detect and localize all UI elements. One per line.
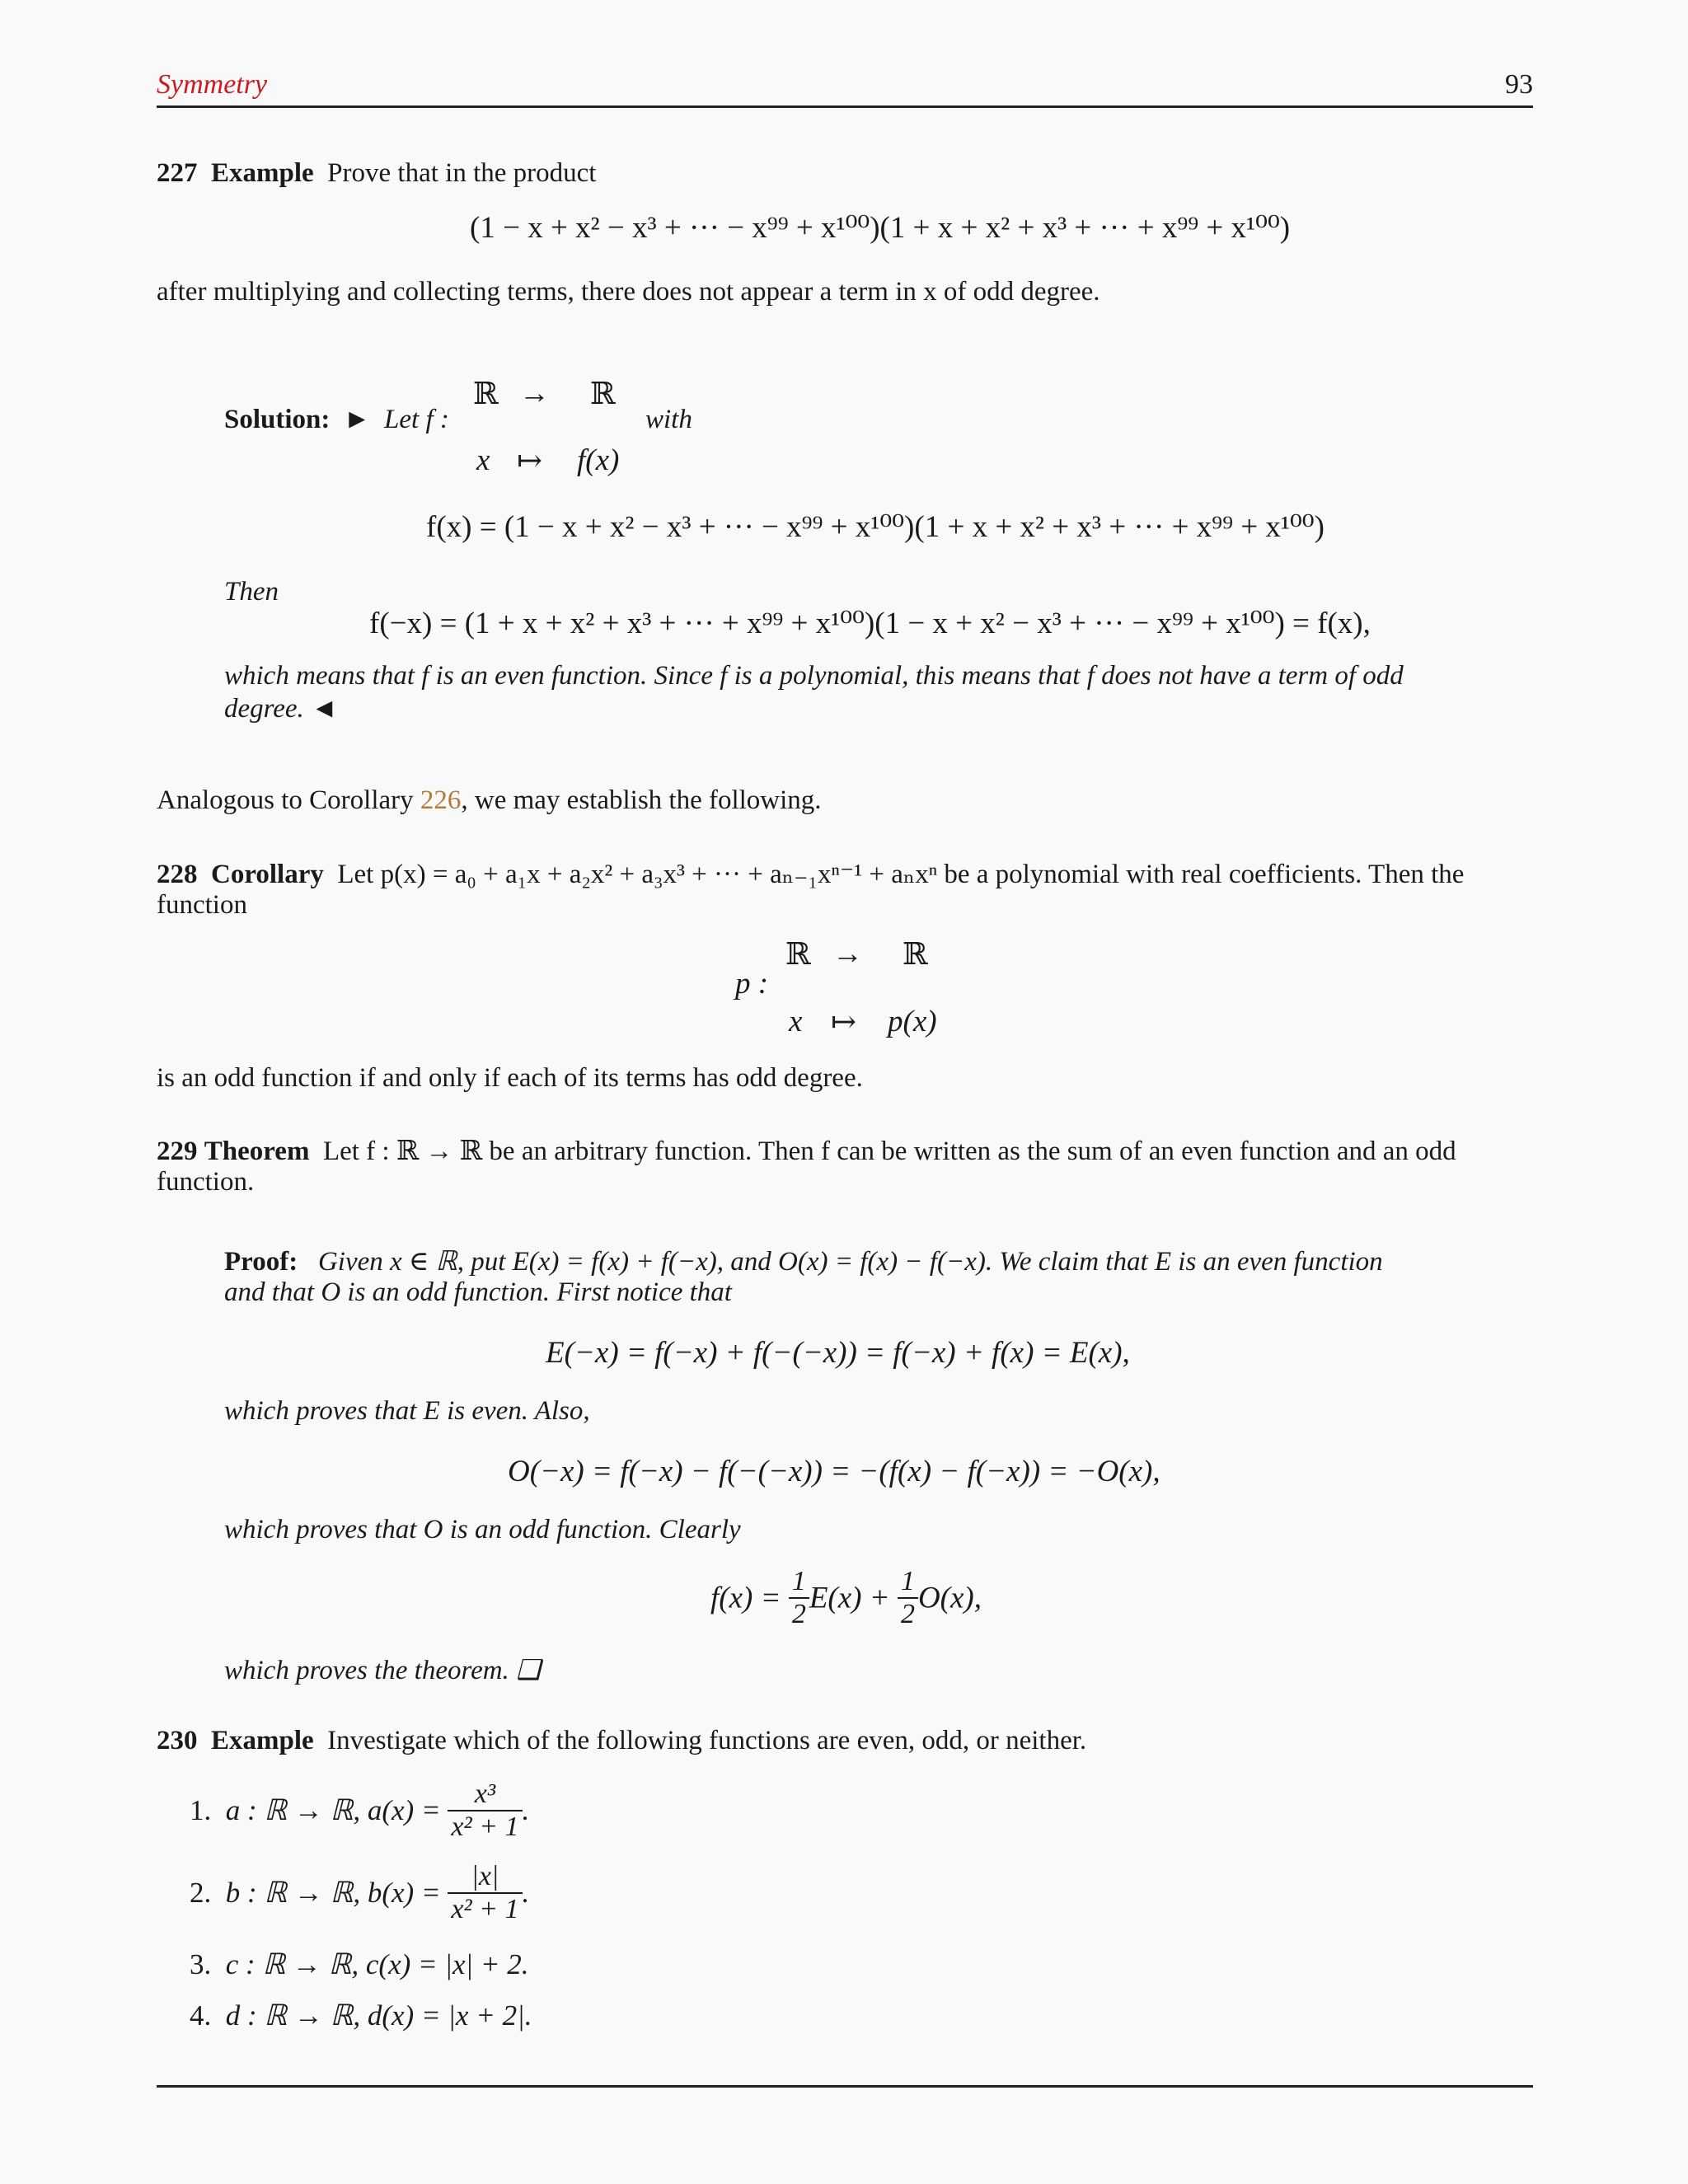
final-lhs: f(x) =	[710, 1581, 781, 1615]
final-decomposition	[710, 1566, 982, 1630]
item-1-fraction	[448, 1779, 522, 1843]
proof-label: Proof:	[224, 1247, 298, 1277]
definition-fx: f(x) = (1 − x + x² − x³ + ··· − x⁹⁹ + x¹⁰⁰)(1 + x + x² + x³ + ··· + x⁹⁹ + x¹⁰⁰)	[426, 510, 1325, 544]
header-rule	[157, 105, 1533, 108]
solution-conclusion-1: which means that f is an even function. Since f is a polynomial, this means that f does not have a term of odd	[224, 661, 1404, 691]
theorem-kind: Theorem	[204, 1137, 310, 1166]
item-1-number: 1.	[190, 1794, 212, 1826]
analogous-pre: Analogous to Corollary	[157, 785, 420, 815]
corollary-228-line-2: function	[157, 890, 247, 920]
item-2-tail: .	[522, 1877, 530, 1909]
then-word: Then	[224, 577, 279, 607]
half-fraction-2	[898, 1566, 918, 1630]
corollary-226-link[interactable]: 226	[420, 785, 462, 815]
solution-label: Solution:	[224, 405, 331, 434]
after-O: which proves that O is an odd function. Clearly	[224, 1515, 741, 1544]
product-expression: (1 − x + x² − x³ + ··· − x⁹⁹ + x¹⁰⁰)(1 + x + x² + x³ + ··· + x⁹⁹ + x¹⁰⁰)	[470, 211, 1291, 245]
map-arrow: →	[519, 377, 550, 410]
running-title: Symmetry	[157, 69, 268, 100]
equation-E-even: E(−x) = f(−x) + f(−(−x)) = f(−x) + f(x) = E(x),	[546, 1336, 1130, 1370]
half-fraction-1	[789, 1566, 809, 1630]
theorem-number: 229	[157, 1137, 198, 1166]
list-item-4	[190, 1999, 532, 2032]
item-2-numerator: |x|	[471, 1861, 499, 1891]
p-map-name: p :	[735, 967, 769, 1001]
analogous-paragraph	[157, 785, 822, 816]
example-230-number: 230	[157, 1726, 198, 1755]
p-map-codomain: ℝ	[903, 938, 928, 972]
half-den-1: 2	[789, 1597, 809, 1630]
example-230-statement: Investigate which of the following functions are even, odd, or neither.	[327, 1726, 1087, 1755]
item-4-text: d : ℝ → ℝ, d(x) = |x + 2|.	[225, 1999, 532, 2032]
theorem-229-line-2: function.	[157, 1167, 255, 1197]
corollary-228-line-1	[157, 857, 1464, 890]
example-230-heading	[157, 1726, 1086, 1756]
example-230-kind: Example	[211, 1726, 314, 1755]
with-word: with	[645, 405, 692, 434]
final-O: O(x),	[917, 1581, 982, 1615]
item-1-numerator: x³	[474, 1779, 496, 1809]
item-2-lhs: b : ℝ → ℝ, b(x) =	[225, 1877, 441, 1909]
half-den-2: 2	[898, 1597, 918, 1630]
proof-line-2: and that O is an odd function. First notice that	[224, 1277, 732, 1307]
map-domain: ℝ	[473, 377, 499, 411]
map-fx: f(x)	[577, 443, 620, 477]
proof-end: which proves the theorem. ❑	[224, 1656, 541, 1685]
list-item-3	[190, 1948, 529, 1981]
solution-arrow-icon: ►	[343, 405, 371, 434]
map-x: x	[476, 443, 490, 477]
p-map-domain: ℝ	[785, 938, 811, 972]
solution-conclusion-2: degree. ◄	[224, 694, 338, 724]
half-num-1: 1	[791, 1566, 806, 1596]
footer-rule	[157, 2085, 1533, 2088]
analogous-post: , we may establish the following.	[461, 785, 822, 815]
map-mapsto: ↦	[517, 444, 543, 478]
list-item-2	[190, 1861, 529, 1925]
item-2-denominator: x² + 1	[448, 1892, 522, 1925]
f-negative-x: f(−x) = (1 + x + x² + x³ + ··· + x⁹⁹ + x¹⁰⁰)(1 − x + x² − x³ + ··· − x⁹⁹ + x¹⁰⁰) = f(x),	[369, 607, 1371, 640]
item-2-number: 2.	[190, 1877, 212, 1909]
item-4-number: 4.	[190, 1999, 212, 2032]
example-kind: Example	[211, 158, 314, 188]
example-number: 227	[157, 158, 198, 188]
solution-line	[224, 405, 449, 435]
final-E: E(x) +	[809, 1581, 890, 1615]
example-227-after: after multiplying and collecting terms, there does not appear a term in x of odd degree.	[157, 277, 1100, 307]
page-number: 93	[1505, 69, 1533, 100]
equation-O-odd: O(−x) = f(−x) − f(−(−x)) = −(f(x) − f(−x)) = −O(x),	[508, 1455, 1160, 1488]
corollary-after: is an odd function if and only if each of its terms has odd degree.	[157, 1063, 863, 1093]
item-1-tail: .	[522, 1794, 530, 1826]
example-227-heading	[157, 158, 596, 189]
p-map-mapsto: ↦	[831, 1005, 857, 1039]
item-3-number: 3.	[190, 1948, 212, 1980]
proof-text-1: Given x ∈ ℝ, put E(x) = f(x) + f(−x), and O(x) = f(x) − f(−x). We claim that E is an even function	[317, 1247, 1383, 1277]
theorem-229-line-1	[157, 1134, 1456, 1167]
p-map-x: x	[789, 1005, 803, 1038]
p-map-arrow: →	[832, 937, 863, 971]
corollary-number: 228	[157, 860, 198, 889]
item-3-text: c : ℝ → ℝ, c(x) = |x| + 2.	[225, 1948, 529, 1980]
theorem-text-1: Let f : ℝ → ℝ be an arbitrary function. Then f can be written as the sum of an even function and an odd	[322, 1137, 1456, 1166]
p-map-px: p(x)	[888, 1005, 937, 1038]
example-statement: Prove that in the product	[327, 158, 597, 188]
let-f: Let f :	[384, 405, 449, 434]
map-codomain: ℝ	[590, 377, 616, 411]
half-num-2: 1	[900, 1566, 915, 1596]
item-1-lhs: a : ℝ → ℝ, a(x) =	[225, 1794, 441, 1826]
list-item-1	[190, 1779, 529, 1843]
after-E: which proves that E is even. Also,	[224, 1396, 590, 1426]
corollary-kind: Corollary	[211, 860, 324, 889]
item-1-denominator: x² + 1	[448, 1810, 522, 1843]
proof-line-1	[224, 1244, 1383, 1277]
item-2-fraction	[448, 1861, 522, 1925]
corollary-text-1: Let p(x) = a₀ + a₁x + a₂x² + a₃x³ + ··· + aₙ₋₁xⁿ⁻¹ + aₙxⁿ be a polynomial with real coefficients. Then the	[337, 860, 1465, 889]
